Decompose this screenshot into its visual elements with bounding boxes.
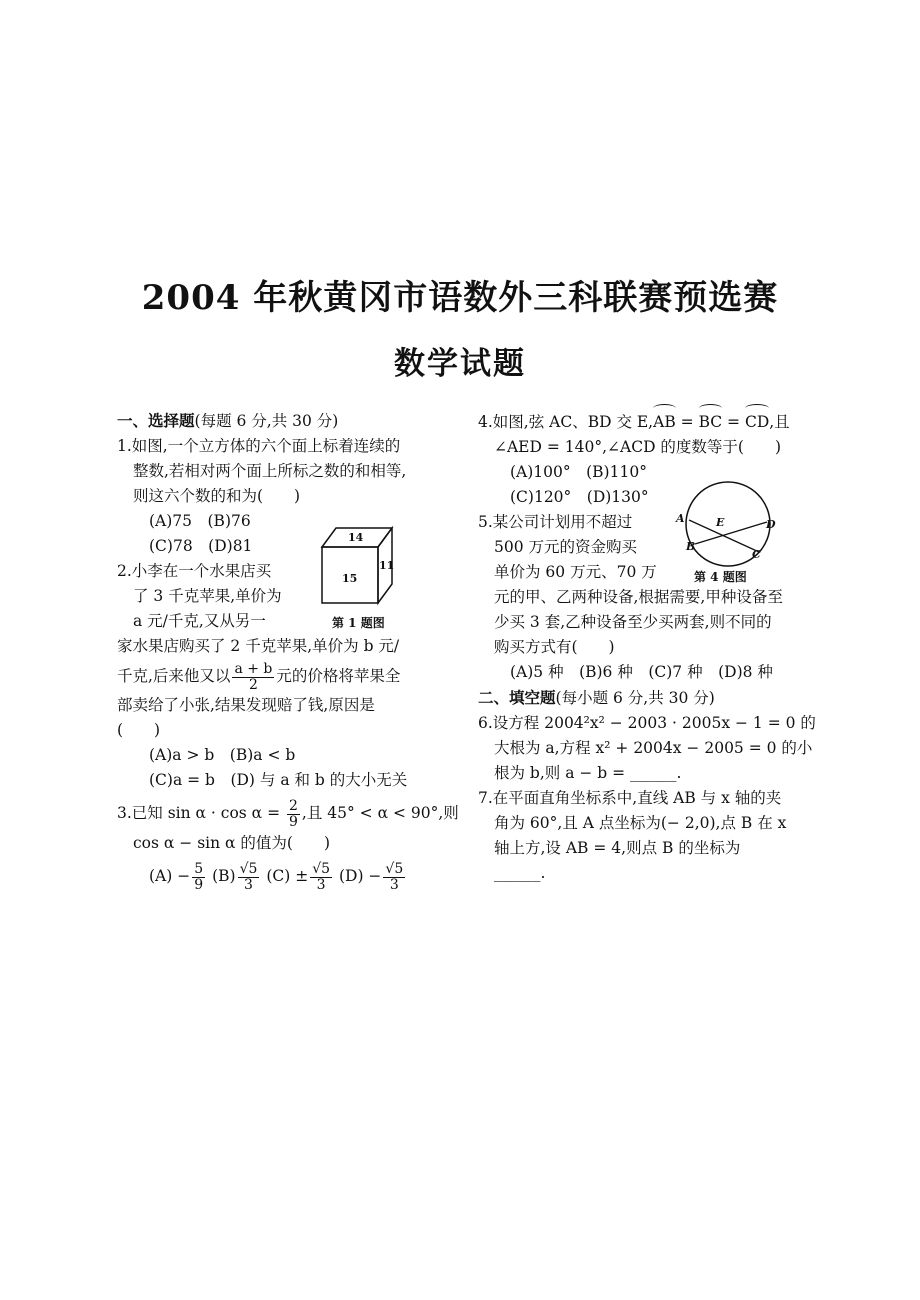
q1-line: 则这六个数的和为( ) [133, 487, 301, 505]
q4-line: ∠AED = 140°,∠ACD 的度数等于( ) [494, 438, 782, 456]
circle-figure [676, 478, 786, 588]
q4-text: ,且 [769, 413, 790, 431]
choice-c: (C) ± [266, 867, 309, 885]
choice-c-fraction [310, 862, 332, 893]
q4-line [478, 410, 818, 435]
fraction-numerator: 2 [289, 797, 298, 814]
q7-line: 轴上方,设 AB = 4,则点 B 的坐标为 [494, 839, 741, 857]
q7-line: ______. [494, 864, 546, 882]
figure-4-caption: 第 4 题图 [694, 570, 747, 584]
point-c-label: C [752, 548, 761, 561]
q1-line: 整数,若相对两个面上所标之数的和相等, [133, 462, 407, 480]
cube-figure [318, 522, 398, 632]
q3-choices [117, 856, 457, 896]
q3-text: ,且 45° < α < 90°,则 [301, 804, 459, 822]
arc-ab: AB [653, 410, 676, 435]
q4-eq: = [722, 413, 745, 431]
q2-text: 千克,后来他又以 [117, 667, 231, 685]
exam-subtitle: 数学试题 [394, 346, 526, 382]
figure-1-caption: 第 1 题图 [332, 616, 385, 630]
q7-line: 7.在平面直角坐标系中,直线 AB 与 x 轴的夹 [478, 789, 782, 807]
question-3 [117, 795, 457, 896]
q3-text: 3.已知 sin α · cos α = [117, 804, 285, 822]
cube-top-label: 14 [348, 531, 364, 544]
q4-choices: (C)120° (D)130° [510, 488, 649, 506]
q1-choices: (A)75 (B)76 [149, 512, 251, 530]
fraction-denominator: 9 [289, 813, 298, 830]
choice-d: (D) − [338, 867, 382, 885]
q3-line: cos α − sin α 的值为( ) [133, 834, 331, 852]
question-6 [478, 711, 818, 786]
fraction-numerator: √5 [239, 860, 258, 877]
q2-line: 2.小李在一个水果店买 [117, 562, 272, 580]
q2-line-fraction [117, 659, 457, 693]
question-1 [117, 434, 457, 559]
fraction-numerator: √5 [385, 860, 404, 877]
q2-line: 家水果店购买了 2 千克苹果,单价为 b 元/ [117, 637, 400, 655]
point-a-label: A [676, 512, 685, 525]
cube-front-label: 15 [342, 572, 358, 585]
q5-line: 500 万元的资金购买 [494, 538, 638, 556]
q5-line: 单价为 60 万元、70 万 [494, 563, 657, 581]
q2-line: a 元/千克,又从另一 [133, 612, 266, 630]
q2-line: 部卖给了小张,结果发现赔了钱,原因是 [117, 696, 375, 714]
q6-line: 根为 b,则 a − b = ______. [494, 764, 682, 782]
question-2 [117, 559, 457, 793]
q4-choices: (A)100° (B)110° [510, 463, 647, 481]
q3-fraction [287, 799, 300, 830]
arc-cd: CD [745, 410, 769, 435]
point-d-label: D [766, 518, 776, 531]
fraction-denominator: 9 [194, 876, 204, 893]
choice-b: (B) [212, 867, 236, 885]
section1-heading [117, 408, 457, 434]
choice-a-fraction [192, 862, 205, 893]
q1-choices: (C)78 (D)81 [149, 537, 253, 555]
section2-heading [478, 685, 818, 711]
q5-line: 少买 3 套,乙种设备至少买两套,则不同的 [494, 613, 772, 631]
q2-line: 了 3 千克苹果,单价为 [133, 587, 282, 605]
choice-a: (A) − [149, 867, 191, 885]
q5-line: 购买方式有( ) [494, 638, 615, 656]
fraction-denominator: 2 [248, 676, 258, 693]
choice-b-fraction [238, 862, 260, 893]
q2-line: ( ) [117, 721, 161, 739]
fraction-denominator: 3 [316, 876, 326, 893]
q4-text: 4.如图,弦 AC、BD 交 E, [478, 413, 654, 431]
q7-line: 角为 60°,且 A 点坐标为(− 2,0),点 B 在 x [494, 814, 787, 832]
fraction-denominator: 3 [389, 876, 399, 893]
q2-choices: (C)a = b (D) 与 a 和 b 的大小无关 [149, 771, 408, 789]
section1-note: (每题 6 分,共 30 分) [194, 412, 339, 430]
q5-line: 5.某公司计划用不超过 [478, 513, 633, 531]
left-column [117, 408, 457, 896]
fraction-denominator: 3 [244, 876, 253, 893]
exam-title: 2004 年秋黄冈市语数外三科联赛预选赛 [141, 278, 779, 318]
point-b-label: B [686, 540, 696, 553]
fraction-numerator: √5 [312, 860, 331, 877]
section2-note: (每小题 6 分,共 30 分) [555, 689, 715, 707]
q1-line: 1.如图,一个立方体的六个面上标着连续的 [117, 437, 401, 455]
q6-line: 大根为 a,方程 x² + 2004x − 2005 = 0 的小 [494, 739, 813, 757]
section1-title: 一、选择题 [117, 411, 195, 430]
question-7 [478, 786, 818, 886]
point-e-label: E [716, 516, 725, 529]
q5-line: 元的甲、乙两种设备,根据需要,甲种设备至 [494, 588, 783, 606]
q2-fraction [232, 662, 274, 693]
q6-line: 6.设方程 2004²x² − 2003 · 2005x − 1 = 0 的 [478, 714, 816, 732]
fraction-numerator: a + b [234, 660, 273, 677]
q2-choices: (A)a > b (B)a < b [149, 746, 296, 764]
fraction-numerator: 5 [194, 860, 204, 877]
choice-d-fraction [383, 862, 405, 893]
cube-side-label: 11 [379, 559, 395, 572]
q2-text: 元的价格将苹果全 [276, 667, 401, 685]
q4-eq: = [675, 413, 699, 431]
q5-choices: (A)5 种 (B)6 种 (C)7 种 (D)8 种 [510, 663, 773, 681]
arc-bc: BC [699, 410, 723, 435]
section2-title: 二、填空题 [478, 688, 556, 707]
q3-line [117, 795, 457, 831]
